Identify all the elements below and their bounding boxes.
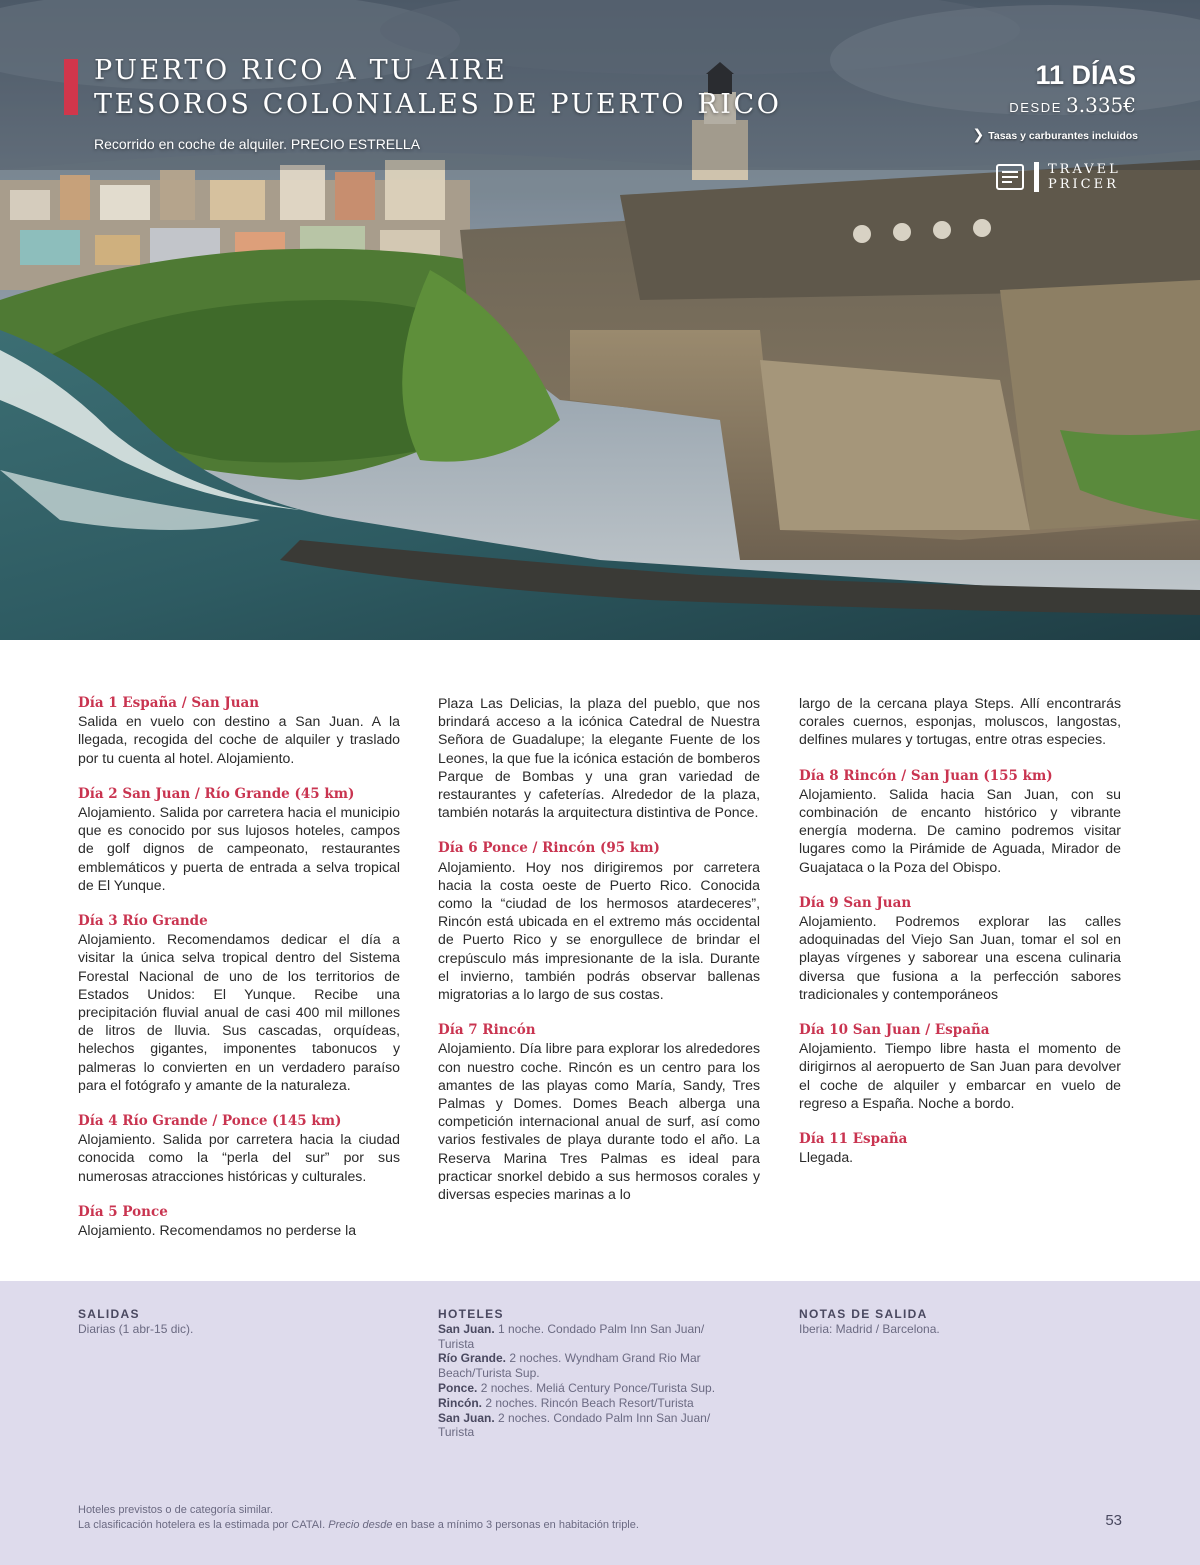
chevron-right-icon: ❯ [972, 126, 985, 142]
day-heading: Día 6 Ponce / Rincón (95 km) [438, 840, 660, 857]
footnote-emphasis: Precio desde [328, 1518, 393, 1531]
hotel-item [438, 1351, 738, 1381]
day-heading: Día 5 Ponce [78, 1203, 168, 1220]
hotel-detail: 2 noches. Wyndham Grand Rio Mar Beach/Turista Sup. [438, 1351, 701, 1381]
day-entry [799, 767, 1121, 876]
hotel-item [438, 1381, 738, 1396]
page-title-line-1: PUERTO RICO A TU AIRE [94, 55, 508, 86]
day-heading: Día 11 España [799, 1131, 908, 1148]
day-text: Plaza Las Delicias, la plaza del pueblo, que nos brindará acceso a la icónica Catedral de Nuestra Señora de Guadalupe; la elegante Fuente de los Leones, la que fue la icónica estación de bomberos Parque de Bombas y una gran variedad de restaurantes y cafeterías. Alrededor de la plaza, también notarás la arquitectura distintiva de Ponce. [438, 695, 760, 821]
hotel-detail: 2 noches. Meliá Century Ponce/Turista Sup. [477, 1380, 716, 1395]
day-heading: Día 8 Rincón / San Juan (155 km) [799, 767, 1053, 784]
price-prefix: DESDE [1009, 100, 1063, 115]
day-entry-continued [438, 694, 760, 821]
footnote-line-2 [78, 1518, 639, 1533]
day-heading: Día 4 Río Grande / Ponce (145 km) [78, 1113, 342, 1130]
day-text: Llegada. [799, 1149, 854, 1166]
hotel-item [438, 1322, 738, 1352]
taxes-note [972, 126, 1138, 143]
day-entry [78, 1203, 400, 1239]
day-text: Alojamiento. Tiempo libre hasta el momento de dirigirnos al aeropuerto de San Juan para devolver el coche de alquiler y embarcar en vuelo de regreso a España. Noche a bordo. [799, 1040, 1121, 1111]
day-entry [78, 694, 400, 767]
day-text: Alojamiento. Salida hacia San Juan, con su combinación de encanto histórico y vibrante energía moderna. De camino podremos visitar lugares como la Pirámide de Aguada, Mirador de Guajataca o la Poza del Obispo. [799, 785, 1121, 875]
departure-notes-text: Iberia: Madrid / Barcelona. [799, 1321, 940, 1336]
day-text: Alojamiento. Podremos explorar las calles adoquinadas del Viejo San Juan, tomar el sol en playas vírgenes y saborear una escena culinaria diversa que fusiona a la perfección sabores tradicionales y contemporáneos [799, 913, 1121, 1002]
taxes-note-text: Tasas y carburantes incluidos [988, 130, 1138, 142]
travel-pricer-logo [996, 162, 1126, 194]
footnote-line-1: Hoteles previstos o de categoría similar. [78, 1504, 274, 1516]
logo-divider [1034, 162, 1039, 192]
day-heading: Día 1 España / San Juan [78, 695, 260, 711]
day-entry [799, 1021, 1121, 1112]
hotel-item [438, 1396, 738, 1411]
footnote-text-a: La clasificación hotelera es la estimada por CATAI. [78, 1518, 329, 1531]
hotel-city: San Juan. [438, 1410, 495, 1425]
day-text: Alojamiento. Salida por carretera hacia el municipio que es conocido por sus lujosos hoteles, campos de golf dignos de campeonato, restaurantes emblemáticos y puerta de entrada a selva tropical de El Yunque. [78, 804, 400, 893]
departures-text: Diarias (1 abr-15 dic). [78, 1321, 194, 1336]
day-entry [799, 1130, 1121, 1166]
hotels-section [438, 1307, 738, 1440]
itinerary-column-3 [799, 694, 1121, 1184]
hotel-detail: 1 noche. Condado Palm Inn San Juan/ Turista [438, 1321, 705, 1351]
day-entry-continued [799, 694, 1121, 749]
day-heading: Día 10 San Juan / España [799, 1022, 990, 1039]
departure-notes-section [799, 1307, 1099, 1337]
day-heading: Día 9 San Juan [799, 894, 912, 911]
day-text: largo de la cercana playa Steps. Allí encontrarás corales cuernos, esponjas, moluscos, langostas, delfines mulares y tortugas, entre otras especies. [799, 695, 1121, 748]
departures-heading: SALIDAS [78, 1307, 140, 1321]
footnote-text-b: en base a mínimo 3 personas en habitación triple. [392, 1518, 639, 1531]
day-heading: Día 7 Rincón [438, 1022, 536, 1039]
day-heading: Día 2 San Juan / Río Grande (45 km) [78, 785, 355, 802]
page-title-line-2: TESOROS COLONIALES DE PUERTO RICO [94, 89, 782, 120]
day-entry [78, 1112, 400, 1185]
hotel-detail: 2 noches. Condado Palm Inn San Juan/ Turista [438, 1410, 711, 1440]
price-amount: 3.335€ [1066, 93, 1136, 117]
departure-notes-heading: NOTAS DE SALIDA [799, 1307, 928, 1321]
trip-duration: 11 DÍAS [1035, 60, 1136, 90]
hotel-city: Ponce. [438, 1380, 478, 1395]
day-text: Alojamiento. Hoy nos dirigiremos por carretera hacia la costa oeste de Puerto Rico. Conocida como la “ciudad de los hermosos atardeceres”, Rincón está ubicada en el extremo más occidental de Puerto Rico y se enorgullece de brindar el crepúsculo más impresionante de la isla. Durante el invierno, también podrás observar ballenas migratorias a lo largo de sus costas. [438, 858, 760, 1003]
logo-word-pricer: PRICER [1048, 177, 1119, 192]
itinerary-column-1 [78, 694, 400, 1257]
title-accent-bar [64, 59, 78, 115]
hotel-city: Rincón. [438, 1395, 482, 1410]
day-text: Alojamiento. Recomendamos no perderse la [78, 1222, 357, 1239]
itinerary-column-2 [438, 694, 760, 1221]
price-tag-icon [996, 164, 1024, 190]
hotel-city: Río Grande. [438, 1351, 507, 1366]
footnote [78, 1503, 639, 1532]
day-entry [78, 912, 400, 1094]
day-text: Alojamiento. Salida por carretera hacia la ciudad conocida como la “perla del sur” por sus numerosas atracciones históricas y culturales. [78, 1131, 400, 1184]
hotels-heading: HOTELES [438, 1307, 504, 1321]
page-number: 53 [1105, 1512, 1122, 1529]
trip-subtitle: Recorrido en coche de alquiler. PRECIO ESTRELLA [94, 136, 421, 152]
price-block [1009, 93, 1136, 117]
day-text: Alojamiento. Día libre para explorar los alrededores con nuestro coche. Rincón es un centro para los amantes de las playas como María, Sandy, Tres Palmas y Domes. Domes Beach alberga una competición internacional anual de surf, así como varios festivales de playa durante todo el año. La Reserva Marina Tres Palmas es ideal para practicar snorkel debido a sus hermosos corales y diversas especies marinas a lo [438, 1040, 760, 1203]
hotel-city: San Juan. [438, 1321, 495, 1336]
day-entry [78, 785, 400, 894]
day-entry [438, 839, 760, 1003]
day-text: Alojamiento. Recomendamos dedicar el día a visitar la única selva tropical dentro del Sistema Forestal Nacional de uno de los territorios de Estados Unidos: El Yunque. Recibe una precipitación fluvial anual de casi 400 mil millones de litros de lluvia. Sus cascadas, orquídeas, helechos gigantes, imponentes tabonucos y palmeras lo convierten en un verdadero paraíso para el fotógrafo y amante de la naturaleza. [78, 931, 400, 1093]
departures-section [78, 1307, 378, 1337]
day-heading: Día 3 Río Grande [78, 913, 208, 930]
hotel-detail: 2 noches. Rincón Beach Resort/Turista [482, 1395, 694, 1410]
logo-word-travel: TRAVEL [1048, 162, 1121, 177]
day-entry [438, 1021, 760, 1203]
hero-photo [0, 0, 1200, 640]
day-entry [799, 894, 1121, 1003]
day-text: Salida en vuelo con destino a San Juan. A la llegada, recogida del coche de alquiler y traslado por tu cuenta al hotel. Alojamiento. [78, 713, 400, 766]
hotel-item [438, 1411, 738, 1441]
